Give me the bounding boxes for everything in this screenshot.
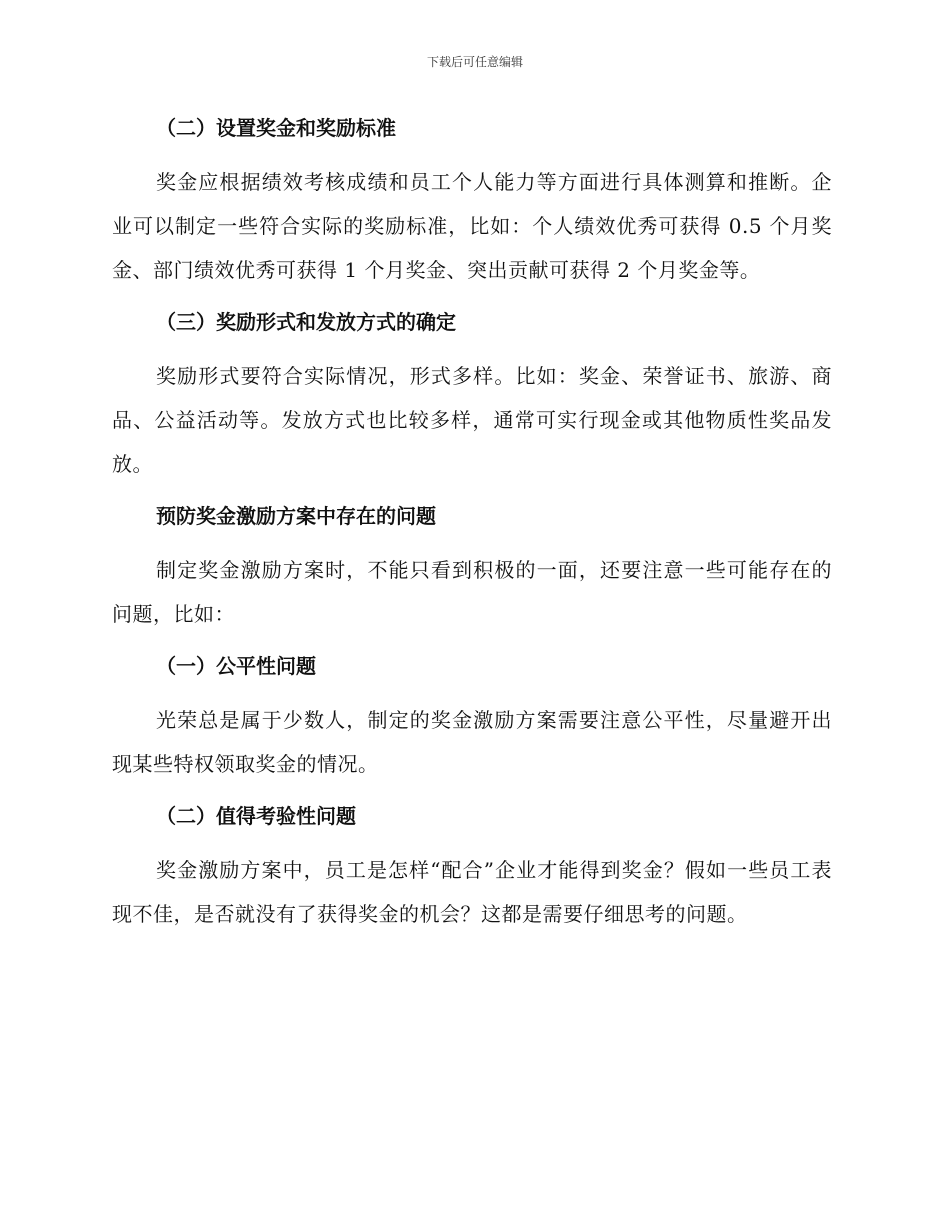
section-reward-forms [112, 302, 832, 486]
section-set-bonus-standards [112, 108, 832, 292]
page-header-note: 下载后可任意编辑 [426, 55, 523, 69]
section-worthiness [112, 796, 832, 936]
section-heading: 预防奖金激励方案中存在的问题 [156, 504, 436, 528]
section-heading: （二）值得考验性问题 [156, 804, 356, 828]
section-paragraph: 光荣总是属于少数人，制定的奖金激励方案需要注意公平性，尽量避开出现某些特权领取奖金的情况。 [112, 708, 832, 776]
section-fairness [112, 646, 832, 786]
section-heading: （二）设置奖金和奖励标准 [156, 116, 396, 140]
section-heading: （一）公平性问题 [156, 654, 316, 678]
document-body [112, 108, 832, 936]
section-paragraph: 制定奖金激励方案时，不能只看到积极的一面，还要注意一些可能存在的问题，比如： [112, 558, 832, 626]
section-prevent-problems [112, 496, 832, 636]
section-heading: （三）奖励形式和发放方式的确定 [156, 310, 456, 334]
section-paragraph: 奖金激励方案中，员工是怎样“配合”企业才能得到奖金？假如一些员工表现不佳，是否就没有了获得奖金的机会？这都是需要仔细思考的问题。 [112, 858, 832, 926]
section-paragraph: 奖金应根据绩效考核成绩和员工个人能力等方面进行具体测算和推断。企业可以制定一些符合实际的奖励标准，比如：个人绩效优秀可获得 0.5 个月奖金、部门绩效优秀可获得 1 个月奖金、突出贡献可获得 2 个月奖金等。 [112, 170, 832, 282]
section-paragraph: 奖励形式要符合实际情况，形式多样。比如：奖金、荣誉证书、旅游、商品、公益活动等。发放方式也比较多样，通常可实行现金或其他物质性奖品发放。 [112, 364, 832, 476]
